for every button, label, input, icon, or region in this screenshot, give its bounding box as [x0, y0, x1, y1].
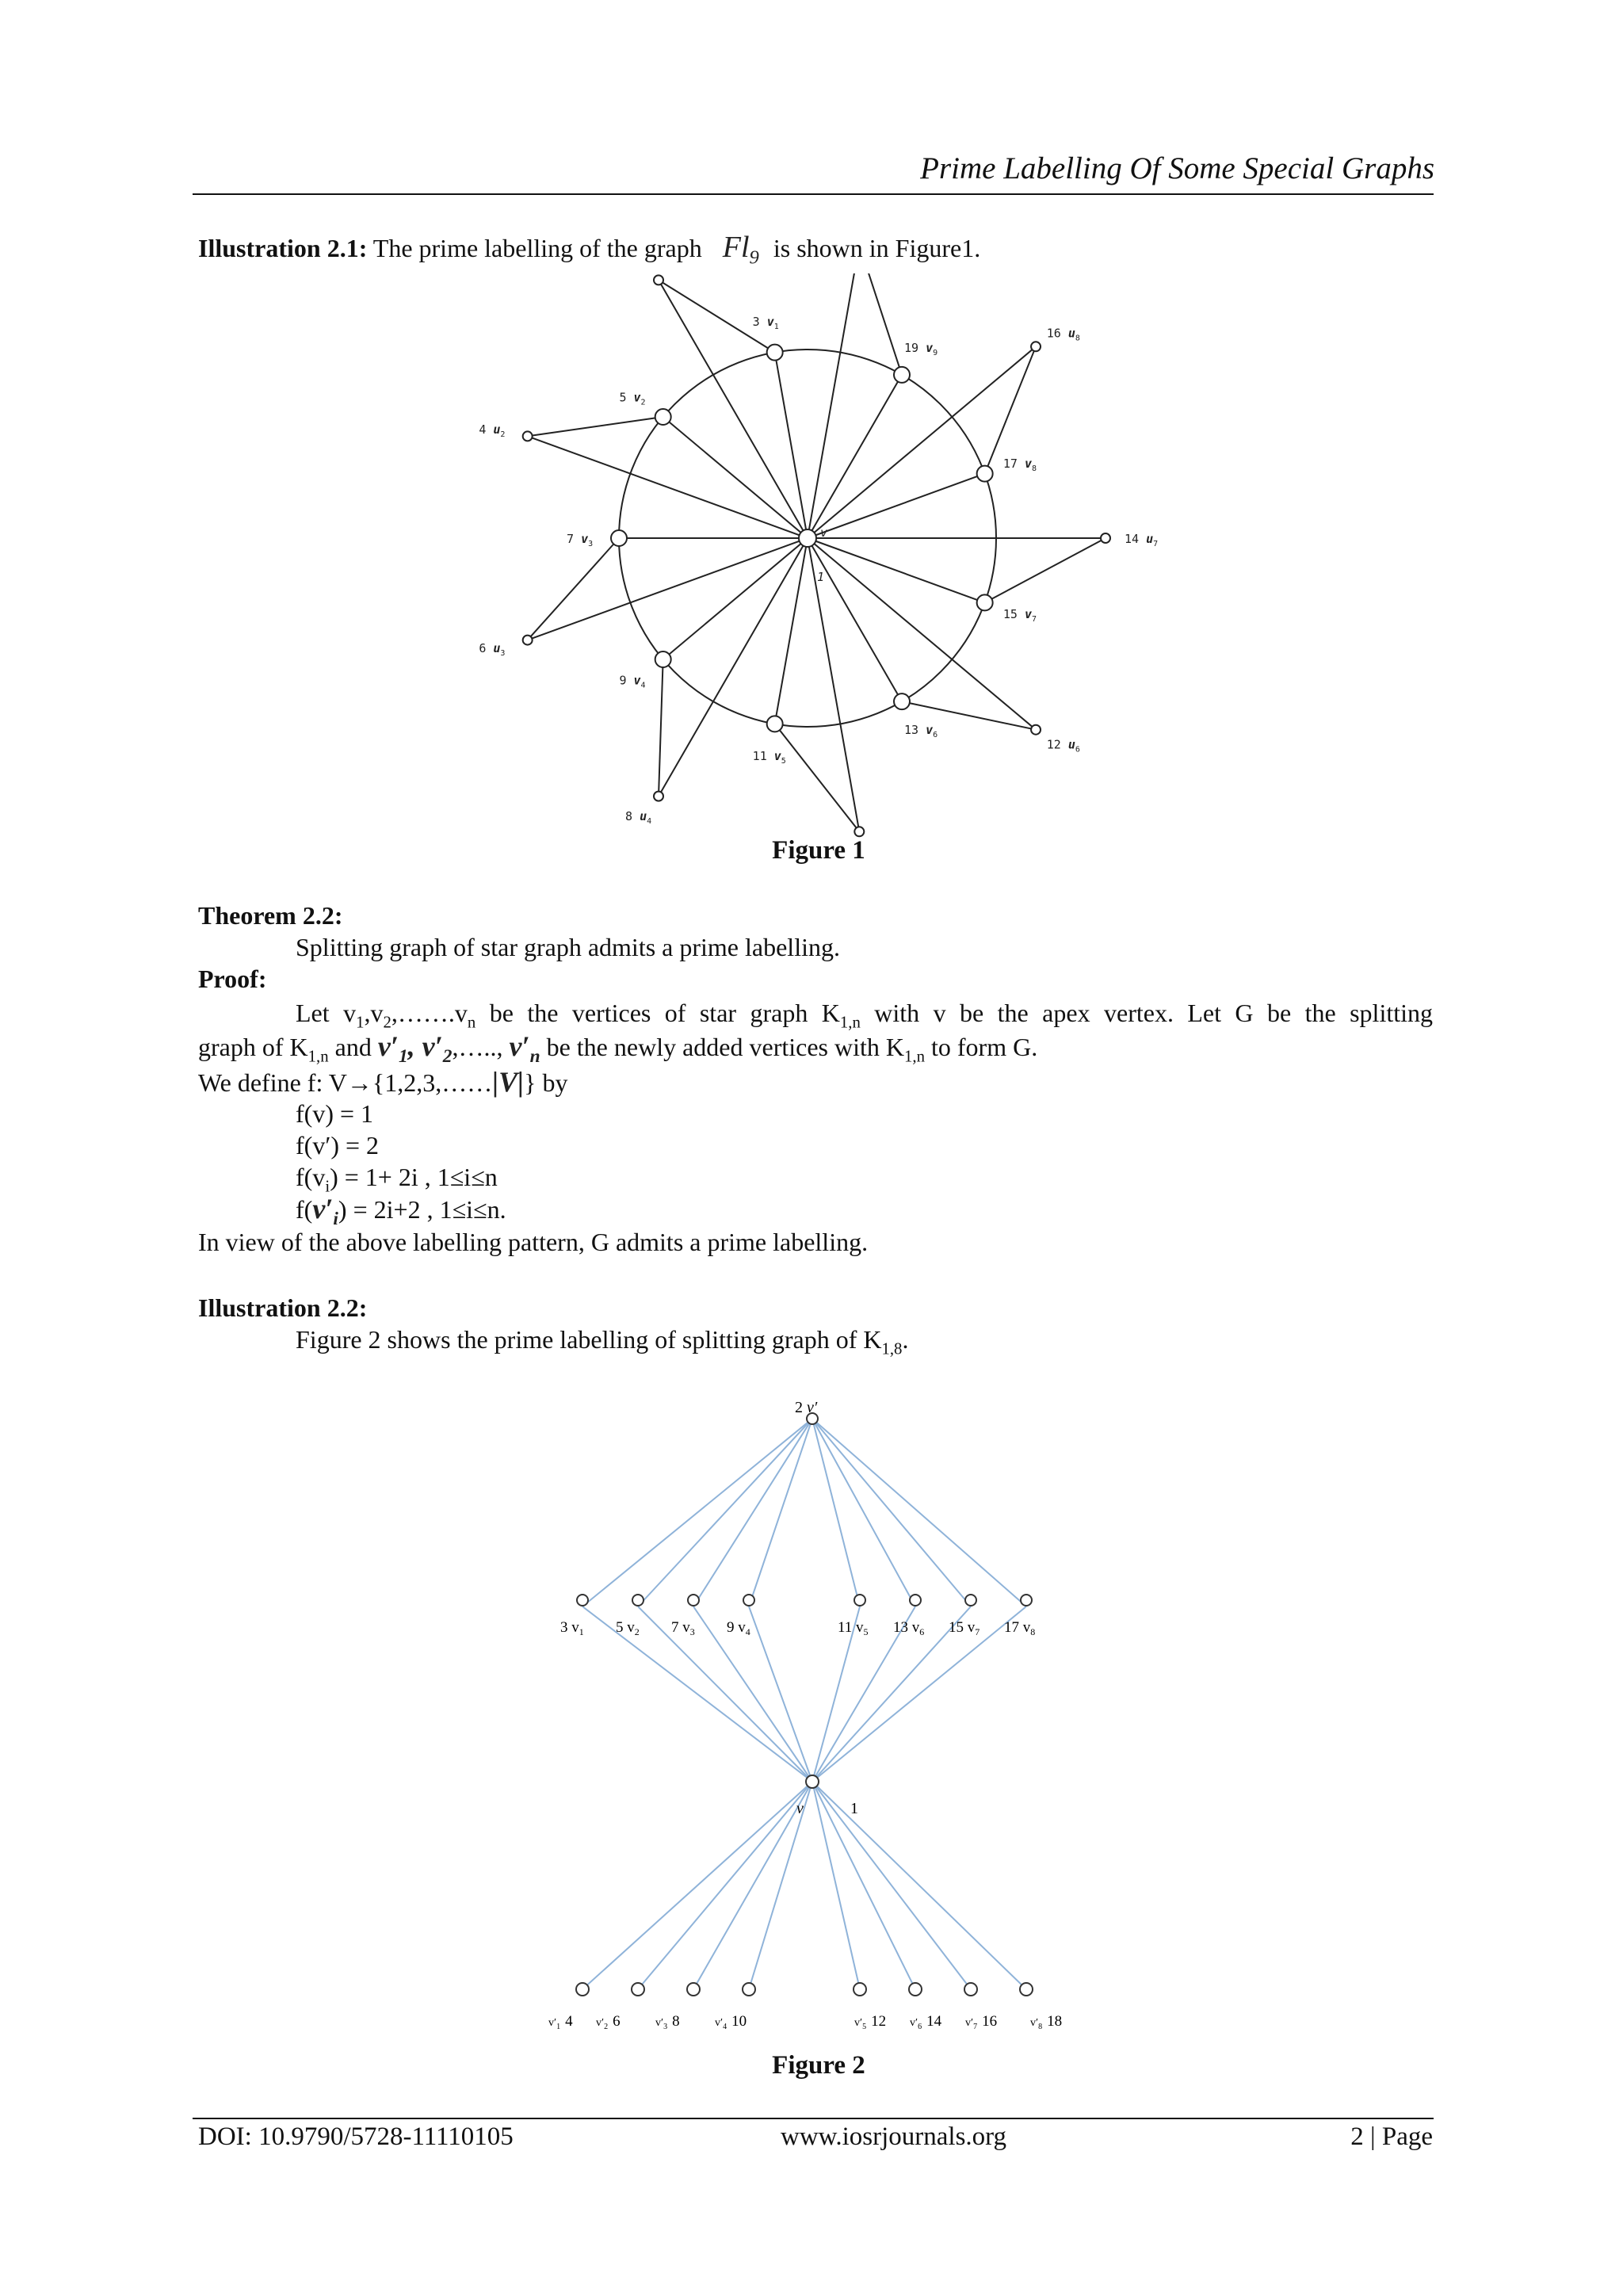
- fig1-outer-label: [1047, 738, 1080, 755]
- fig2-middle-name: v: [967, 1619, 976, 1636]
- proof-f2: f(v′) = 2: [296, 1131, 380, 1159]
- fig2-middle-value: 15: [949, 1619, 968, 1636]
- fig2-middle-vertex: [632, 1595, 643, 1606]
- fig1-spoke: [663, 538, 808, 659]
- fig1-spoke: [808, 538, 985, 602]
- proof-text: f(: [296, 1195, 313, 1224]
- fig1-inner-label-vertex: v: [633, 390, 641, 405]
- proof-conclusion: In view of the above labelling pattern, G admits a prime labelling.: [198, 1228, 869, 1256]
- illustration-2-2-sub: 1,8: [881, 1339, 903, 1358]
- fig1-inner-label-vertex: v: [926, 341, 934, 356]
- fig1-outer-label-vertex: u: [640, 808, 647, 823]
- fig2-middle-name: v: [911, 1619, 920, 1636]
- fig1-inner-label-sub: 2: [640, 398, 646, 407]
- proof-heading: Proof:: [198, 965, 267, 993]
- fig2-middle-sub: 3: [689, 1626, 695, 1637]
- fig1-inner-label-sub: 8: [1031, 464, 1037, 473]
- footer-website: www.iosrjournals.org: [781, 2122, 1007, 2151]
- proof-text: ) = 2i+2 , 1≤i≤n.: [338, 1195, 506, 1224]
- fig2-middle-label: [949, 1619, 980, 1637]
- graph-symbol: [722, 231, 759, 269]
- fig2-bottom-label: [910, 2013, 942, 2031]
- fig1-outer-vertex: [1101, 533, 1110, 543]
- fig1-inner-vertex: [894, 693, 910, 709]
- proof-text: be the vertices of star graph K: [475, 999, 840, 1027]
- fig1-outer-label-vertex: u: [1067, 326, 1075, 341]
- fig2-middle-sub: 8: [1030, 1626, 1036, 1637]
- proof-text: ,v: [364, 999, 384, 1027]
- fig1-inner-label: [619, 674, 645, 690]
- fig1-outer-label-vertex: u: [493, 641, 501, 656]
- fig1-outer-vertex: [523, 636, 533, 645]
- fig2-middle-value: 13: [893, 1619, 912, 1636]
- fig1-spoke: [808, 474, 985, 538]
- fig2-bottom-name: v′: [548, 2017, 557, 2029]
- fig2-bottom-name: v′: [1030, 2017, 1039, 2029]
- footer-page-number: 2 | Page: [1350, 2122, 1433, 2151]
- figure-1-edges: [528, 273, 1106, 831]
- proof-text: be the newly added vertices with K: [540, 1033, 904, 1061]
- fig2-bottom-label: [1030, 2013, 1062, 2031]
- fig2-center-value: 1: [850, 1800, 858, 1817]
- fig2-bottom-sub: 3: [663, 2023, 668, 2031]
- fig2-top-edge: [638, 1419, 812, 1606]
- proof-text: ,…..,: [452, 1033, 503, 1061]
- fig2-middle-name: v: [856, 1619, 864, 1636]
- fig1-outer-vertex: [854, 827, 864, 836]
- proof-text: } by: [524, 1068, 568, 1097]
- fig2-bottom-label: [596, 2013, 621, 2031]
- vi-prime-symbol: $v'_i$: [312, 1193, 338, 1230]
- fig2-middle-name: v: [1022, 1619, 1031, 1636]
- fig2-center-edge: [749, 1606, 812, 1782]
- fig1-inner-label-vertex: v: [766, 315, 774, 330]
- fig2-bottom-vertex: [1020, 1983, 1033, 1996]
- illustration-2-1-text-after: is shown in Figure1.: [773, 234, 981, 262]
- fig1-inner-label-sub: 9: [933, 349, 938, 358]
- fig2-bottom-value: 6: [613, 2013, 621, 2030]
- fig2-middle-vertex: [577, 1595, 588, 1606]
- fig1-outer-label-vertex: u: [1146, 532, 1154, 546]
- fig1-petal-edge: [528, 417, 663, 436]
- fig2-middle-vertex: [1021, 1595, 1032, 1606]
- fig1-inner-vertex: [767, 716, 783, 732]
- fig2-bottom-sub: 7: [973, 2023, 978, 2031]
- figure-1-caption: Figure 1: [772, 836, 865, 865]
- fig2-top-edge: [812, 1419, 1026, 1606]
- fig1-outer-label-sub: 3: [500, 649, 506, 659]
- fig1-outer-spoke: [808, 346, 1036, 538]
- fig1-center-value: 1: [817, 570, 825, 584]
- fig2-bottom-edge: [693, 1782, 812, 1989]
- theorem-2-2-statement: Splitting graph of star graph admits a prime labelling.: [296, 933, 840, 961]
- fig2-bottom-vertex: [743, 1983, 755, 1996]
- fig2-middle-label: [893, 1619, 924, 1637]
- fig1-outer-vertex: [523, 431, 533, 441]
- fig2-bottom-value: 18: [1047, 2013, 1063, 2030]
- fig2-bottom-vertex: [632, 1983, 644, 1996]
- sub-1n: 1,n: [307, 1047, 329, 1066]
- fig2-bottom-label: [548, 2013, 573, 2031]
- fig1-petal-edge: [985, 538, 1106, 602]
- illustration-2-2-text-a: Figure 2 shows the prime labelling of splitting graph of K: [296, 1325, 882, 1354]
- fig2-bottom-name: v′: [596, 2017, 605, 2029]
- proof-text: ) = 1+ 2i , 1≤i≤n: [330, 1163, 498, 1191]
- figure-2-labels: [548, 1399, 1062, 2031]
- figure-2-edges: [582, 1419, 1026, 1989]
- fig1-outer-spoke: [528, 436, 808, 538]
- figure-2-vertices: [576, 1413, 1036, 1996]
- fig1-outer-label: [625, 809, 651, 826]
- fig2-middle-value: 7: [671, 1619, 683, 1636]
- fig2-bottom-name: v′: [715, 2017, 724, 2029]
- fig2-bottom-value: 16: [982, 2013, 998, 2030]
- fig2-top-edge: [582, 1419, 812, 1606]
- fig1-inner-label-value: 17: [1002, 456, 1025, 471]
- fig1-inner-label-value: 13: [904, 722, 926, 737]
- fig2-bottom-sub: 5: [862, 2023, 867, 2031]
- fig2-bottom-sub: 4: [723, 2023, 727, 2031]
- proof-text: graph of K: [198, 1033, 308, 1061]
- fig2-middle-value: 17: [1004, 1619, 1023, 1636]
- fig1-inner-label-value: 9: [619, 673, 634, 688]
- theorem-2-2-heading: Theorem 2.2:: [198, 901, 343, 930]
- sub-1n: 1,n: [839, 1013, 861, 1032]
- fig2-middle-label: [671, 1619, 695, 1637]
- fig1-outer-label-sub: 6: [1075, 745, 1080, 755]
- footer-doi: DOI: 10.9790/5728-11110105: [198, 2122, 514, 2151]
- fig2-bottom-sub: 2: [604, 2023, 609, 2031]
- fig1-spoke: [663, 417, 808, 538]
- fig1-outer-label: [1047, 326, 1080, 342]
- fig1-inner-label-value: 7: [567, 532, 582, 546]
- fig2-bottom-vertex: [687, 1983, 700, 1996]
- sub-2: 2: [383, 1013, 391, 1032]
- fig2-bottom-edge: [812, 1782, 915, 1989]
- fig1-inner-vertex: [655, 651, 671, 667]
- fig1-outer-label: [479, 422, 505, 439]
- fig1-outer-label-value: 16: [1046, 326, 1068, 341]
- fig2-middle-sub: 6: [919, 1626, 925, 1637]
- fig1-outer-vertex: [1031, 725, 1041, 735]
- fig2-top-edge: [749, 1419, 812, 1606]
- fig1-inner-label-vertex: v: [633, 673, 641, 688]
- fig1-inner-label-sub: 6: [933, 730, 938, 739]
- figure-1-labels: [479, 273, 1158, 844]
- fig1-center-name: v: [820, 525, 828, 540]
- fig1-outer-label: [1125, 532, 1158, 548]
- fig2-bottom-value: 10: [731, 2013, 747, 2030]
- fig2-bottom-name: v′: [965, 2017, 974, 2029]
- fig1-petal-edge: [659, 659, 663, 797]
- proof-f1: f(v) = 1: [296, 1099, 374, 1128]
- fig2-middle-value: 9: [727, 1619, 739, 1636]
- fig2-bottom-value: 8: [672, 2013, 680, 2030]
- fig1-inner-label-sub: 1: [773, 323, 779, 332]
- fig2-center-edge: [693, 1606, 812, 1782]
- fig1-petal-edge: [985, 346, 1036, 473]
- fig1-inner-label: [904, 341, 938, 357]
- fig1-outer-spoke: [808, 538, 1036, 730]
- fig2-middle-name: v: [738, 1619, 746, 1636]
- fig2-bottom-edge: [582, 1782, 812, 1989]
- illustration-2-2-text-b: .: [902, 1325, 909, 1354]
- figure-2-graph: [491, 1379, 1141, 2061]
- fig2-bottom-label: [965, 2013, 997, 2031]
- fig1-inner-label: [753, 315, 779, 331]
- fig2-bottom-value: 14: [926, 2013, 942, 2030]
- fig2-middle-sub: 5: [863, 1626, 869, 1637]
- fig2-bottom-name: v′: [910, 2017, 918, 2029]
- fig2-middle-label: [1004, 1619, 1035, 1637]
- fig2-bottom-sub: 8: [1038, 2023, 1043, 2031]
- fig2-bottom-label: [655, 2013, 680, 2031]
- footer-rule: [193, 2118, 1434, 2119]
- fig2-middle-sub: 7: [975, 1626, 980, 1637]
- fig1-inner-vertex: [894, 367, 910, 383]
- fig1-inner-label-value: 3: [752, 315, 767, 330]
- fig2-top-label: [795, 1399, 818, 1416]
- sub-1n: 1,n: [903, 1047, 925, 1066]
- fig2-bottom-value: 12: [871, 2013, 887, 2030]
- fig2-top-edge: [812, 1419, 915, 1606]
- sub-1: 1: [356, 1013, 365, 1032]
- fig1-petal-edge: [775, 724, 860, 831]
- figure-2-caption: Figure 2: [772, 2051, 865, 2080]
- fig2-center-edge: [638, 1606, 812, 1782]
- proof-text: ,…….v: [391, 999, 468, 1027]
- fig1-outer-label-vertex: u: [493, 422, 501, 437]
- fig2-middle-vertex: [910, 1595, 921, 1606]
- fig2-middle-name: v: [682, 1619, 690, 1636]
- sub-n: n: [467, 1013, 476, 1032]
- illustration-2-2-text: [296, 1324, 908, 1365]
- running-header: Prime Labelling Of Some Special Graphs: [920, 151, 1434, 185]
- fig2-top-value: 2: [795, 1399, 807, 1416]
- fig2-middle-label: [616, 1619, 640, 1637]
- fig2-center-name: v: [796, 1800, 804, 1817]
- fig2-middle-value: 11: [838, 1619, 857, 1636]
- fig1-inner-label-sub: 7: [1031, 615, 1037, 625]
- fig2-bottom-label: [854, 2013, 886, 2031]
- fig1-petal-edge: [859, 273, 902, 375]
- proof-text: to form G.: [924, 1033, 1038, 1061]
- fig1-inner-vertex: [655, 409, 671, 425]
- fig1-outer-label-value: 4: [479, 422, 494, 437]
- fig1-inner-label: [904, 723, 938, 739]
- illustration-2-1-heading: Illustration 2.1:: [198, 234, 368, 262]
- fig2-bottom-vertex: [964, 1983, 977, 1996]
- fig1-outer-label-sub: 4: [647, 816, 652, 826]
- fig1-inner-label-vertex: v: [1024, 607, 1032, 622]
- fig1-inner-label: [567, 532, 593, 548]
- fig2-middle-value: 5: [616, 1619, 628, 1636]
- fig2-bottom-sub: 6: [918, 2023, 922, 2031]
- fig1-outer-vertex: [654, 792, 663, 801]
- graph-symbol-sub: 9: [749, 246, 759, 269]
- fig1-outer-label-value: 8: [625, 808, 640, 823]
- fig2-middle-vertex: [688, 1595, 699, 1606]
- sub-i: i: [325, 1177, 330, 1196]
- fig1-inner-label-value: 11: [752, 748, 774, 763]
- fig2-middle-name: v: [627, 1619, 635, 1636]
- fig1-inner-vertex: [977, 594, 993, 610]
- fig2-middle-label: [560, 1619, 584, 1637]
- fig1-inner-label-vertex: v: [926, 722, 934, 737]
- proof-text: We define f: V→{1,2,3,……: [198, 1068, 493, 1097]
- proof-text: and: [328, 1033, 372, 1061]
- proof-define: [198, 1066, 567, 1098]
- fig2-top-name: v′: [807, 1399, 818, 1416]
- illustration-2-2-heading: Illustration 2.2:: [198, 1293, 368, 1322]
- fig2-middle-name: v: [571, 1619, 579, 1636]
- fig1-outer-label-value: 14: [1125, 532, 1147, 546]
- fig1-inner-label-sub: 3: [588, 540, 594, 548]
- fig2-bottom-sub: 1: [556, 2023, 561, 2031]
- fig2-middle-vertex: [965, 1595, 976, 1606]
- fig2-middle-label: [838, 1619, 869, 1637]
- illustration-2-1: [198, 231, 980, 274]
- fig1-outer-label-vertex: u: [1067, 737, 1075, 752]
- graph-symbol-name: Fl: [722, 231, 750, 264]
- proof-text: with v be the apex vertex. Let G be the splitting: [860, 999, 1433, 1027]
- fig1-outer-spoke: [808, 273, 859, 538]
- fig2-bottom-vertex: [576, 1983, 589, 1996]
- proof-text: f(v: [296, 1163, 326, 1191]
- fig2-bottom-edge: [638, 1782, 812, 1989]
- fig1-inner-label-sub: 4: [640, 681, 646, 690]
- fig2-bottom-value: 4: [565, 2013, 573, 2030]
- v1-prime-symbol: $v'_1$, $v'_2$: [377, 1030, 453, 1068]
- illustration-2-1-text-before: The prime labelling of the graph: [372, 234, 702, 262]
- fig2-top-edge: [693, 1419, 812, 1606]
- fig2-bottom-vertex: [854, 1983, 866, 1996]
- fig2-middle-value: 3: [560, 1619, 572, 1636]
- fig1-inner-vertex: [977, 466, 993, 482]
- vn-prime-symbol: $v'_n$: [509, 1030, 540, 1068]
- fig1-outer-vertex: [654, 275, 663, 285]
- fig2-center-vertex: [806, 1775, 819, 1788]
- fig1-inner-vertex: [611, 530, 627, 546]
- fig1-outer-label-sub: 2: [500, 430, 506, 439]
- fig1-outer-vertex: [1031, 342, 1041, 351]
- figure-1-graph: [444, 273, 1205, 844]
- fig2-bottom-vertex: [909, 1983, 922, 1996]
- fig1-outer-label-sub: 8: [1075, 334, 1080, 343]
- fig1-outer-label: [479, 641, 505, 658]
- fig2-middle-vertex: [854, 1595, 865, 1606]
- fig2-bottom-name: v′: [655, 2017, 664, 2029]
- fig1-inner-label-value: 15: [1002, 607, 1025, 622]
- fig2-middle-sub: 1: [579, 1626, 584, 1637]
- vertex-set-cardinality: |V|: [492, 1066, 525, 1098]
- fig2-middle-sub: 2: [634, 1626, 640, 1637]
- fig1-outer-label-sub: 7: [1153, 540, 1159, 548]
- fig1-inner-vertex: [767, 345, 783, 361]
- fig1-center-vertex: [799, 529, 816, 547]
- fig1-petal-edge: [528, 538, 619, 640]
- fig1-inner-label-vertex: v: [773, 748, 781, 763]
- fig1-outer-label-value: 12: [1046, 737, 1068, 752]
- fig1-inner-label-value: 19: [904, 341, 926, 356]
- fig1-inner-label-sub: 5: [781, 756, 786, 766]
- fig2-bottom-edge: [812, 1782, 1026, 1989]
- fig1-outer-spoke: [528, 538, 808, 640]
- proof-text: Let v: [296, 999, 357, 1027]
- fig2-middle-sub: 4: [745, 1626, 750, 1637]
- fig1-outer-label-value: 6: [479, 641, 494, 656]
- fig1-inner-label: [753, 749, 786, 766]
- header-rule: [193, 193, 1434, 195]
- fig1-inner-label: [1003, 607, 1037, 624]
- fig1-inner-label: [619, 390, 645, 407]
- fig2-bottom-name: v′: [854, 2017, 863, 2029]
- fig1-inner-label-vertex: v: [581, 532, 589, 546]
- fig1-inner-label-value: 5: [619, 390, 634, 405]
- fig2-bottom-label: [715, 2013, 747, 2031]
- fig2-middle-vertex: [743, 1595, 754, 1606]
- fig1-inner-label: [1003, 457, 1037, 473]
- fig1-inner-label-vertex: v: [1024, 456, 1032, 471]
- fig2-middle-label: [727, 1619, 750, 1637]
